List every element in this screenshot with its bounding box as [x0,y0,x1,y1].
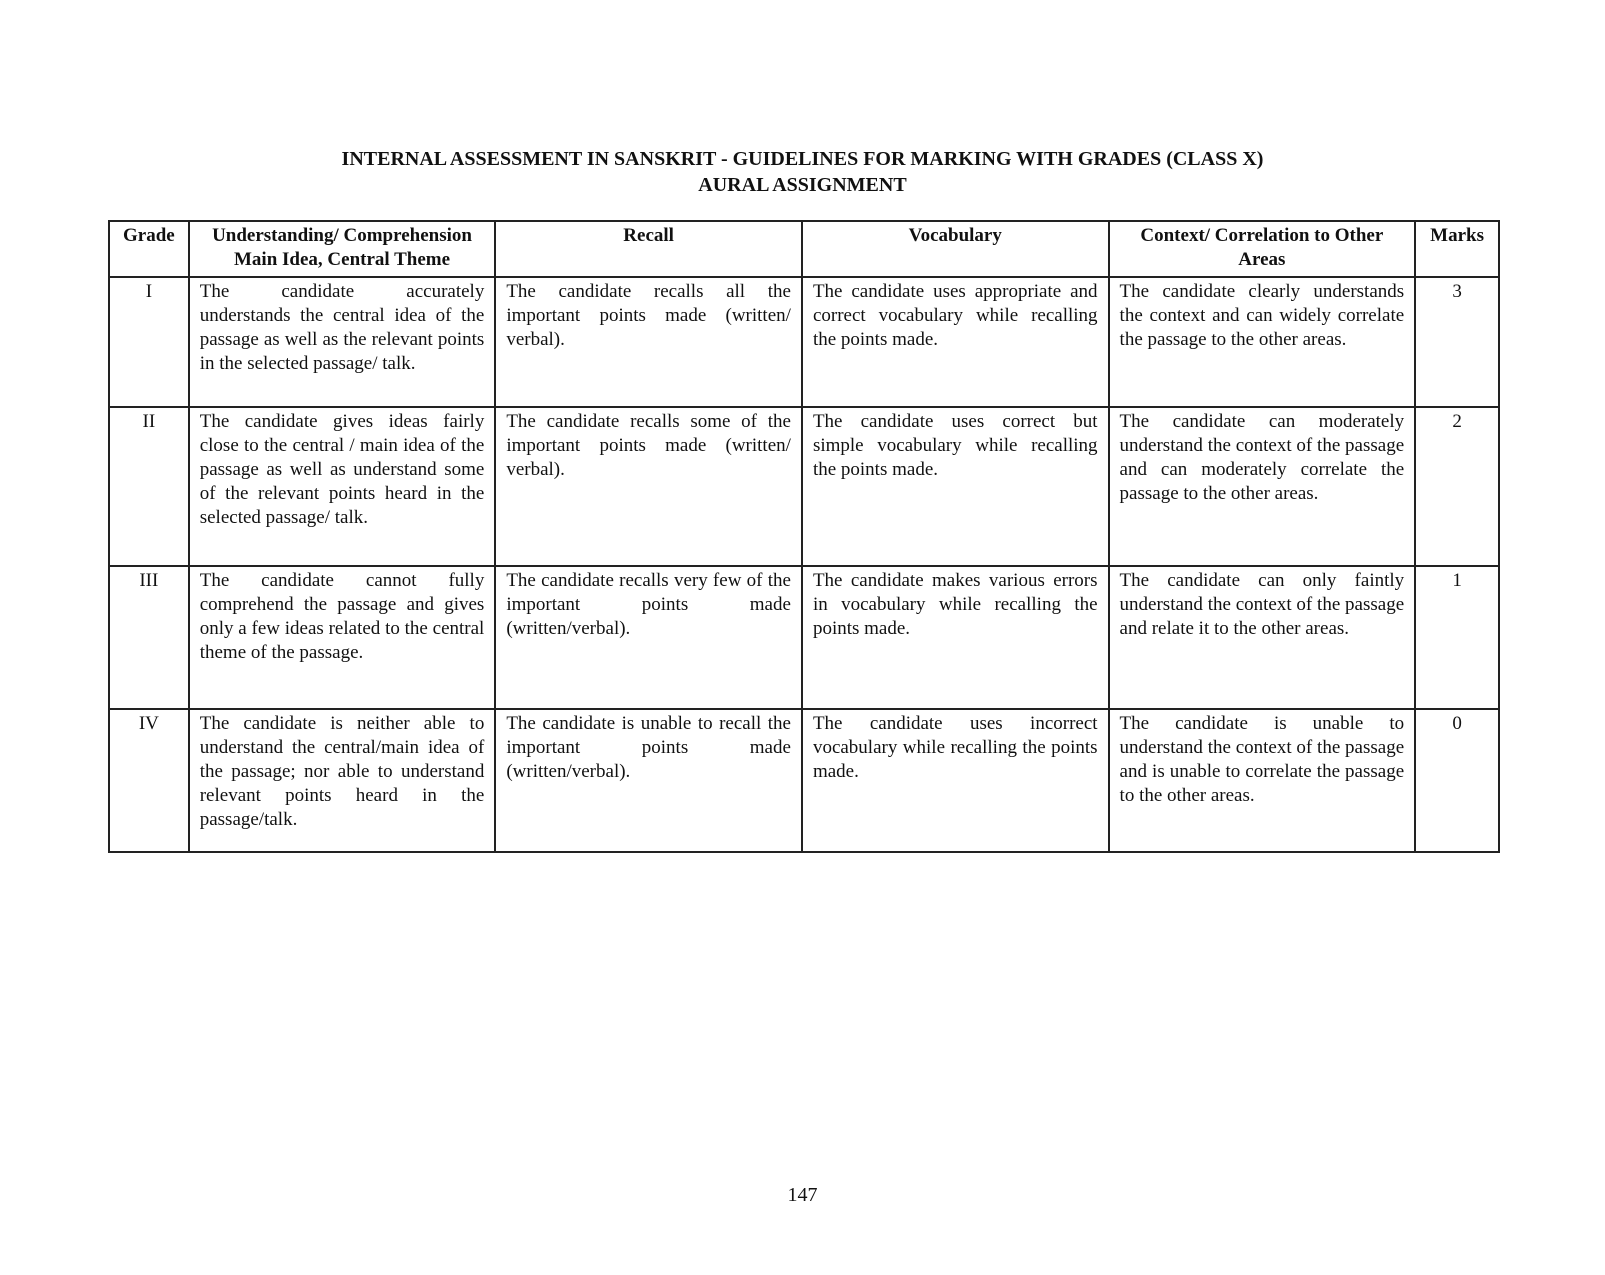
page-title: INTERNAL ASSESSMENT IN SANSKRIT - GUIDELINES FOR MARKING WITH GRADES (CLASS X) [341,148,1264,170]
table-row [109,407,1499,566]
context-cell: The candidate is unable to understand the context of the passage and is unable to correlate the passage to the other areas. [1109,709,1416,852]
header-marks: Marks [1415,221,1499,277]
recall-cell: The candidate recalls some of the important points made (written/ verbal). [495,407,802,566]
header-context: Context/ Correlation to Other Areas [1109,221,1416,277]
context-cell: The candidate can moderately understand the context of the passage and can moderately correlate the passage to the other areas. [1109,407,1416,566]
recall-cell: The candidate is unable to recall the important points made (written/verbal). [495,709,802,852]
header-grade: Grade [109,221,189,277]
grading-table [108,220,1500,853]
marks-cell: 0 [1415,709,1499,852]
vocabulary-cell: The candidate uses incorrect vocabulary while recalling the points made. [802,709,1109,852]
context-cell: The candidate clearly understands the context and can widely correlate the passage to the other areas. [1109,277,1416,407]
table-row [109,566,1499,709]
recall-cell: The candidate recalls very few of the important points made (written/verbal). [495,566,802,709]
marks-cell: 1 [1415,566,1499,709]
grade-cell: IV [109,709,189,852]
grade-cell: II [109,407,189,566]
table-row [109,277,1499,407]
header-vocabulary: Vocabulary [802,221,1109,277]
marks-cell: 3 [1415,277,1499,407]
understanding-cell: The candidate gives ideas fairly close to the central / main idea of the passage as well as understand some of the relevant points heard in the selected passage/ talk. [189,407,496,566]
understanding-cell: The candidate is neither able to understand the central/main idea of the passage; nor able to understand relevant points heard in the passage/talk. [189,709,496,852]
grade-cell: I [109,277,189,407]
vocabulary-cell: The candidate makes various errors in vocabulary while recalling the points made. [802,566,1109,709]
table-row [109,709,1499,852]
recall-cell: The candidate recalls all the important points made (written/ verbal). [495,277,802,407]
understanding-cell: The candidate accurately understands the central idea of the passage as well as the relevant points in the selected passage/ talk. [189,277,496,407]
grade-cell: III [109,566,189,709]
vocabulary-cell: The candidate uses correct but simple vocabulary while recalling the points made. [802,407,1109,566]
understanding-cell: The candidate cannot fully comprehend the passage and gives only a few ideas related to the central theme of the passage. [189,566,496,709]
table-header-row [109,221,1499,277]
page-number: 147 [787,1184,818,1206]
header-understanding: Understanding/ Comprehension Main Idea, Central Theme [189,221,496,277]
header-recall: Recall [495,221,802,277]
vocabulary-cell: The candidate uses appropriate and correct vocabulary while recalling the points made. [802,277,1109,407]
marks-cell: 2 [1415,407,1499,566]
page-subtitle: AURAL ASSIGNMENT [698,174,907,196]
context-cell: The candidate can only faintly understand the context of the passage and relate it to the other areas. [1109,566,1416,709]
document-header [0,146,1605,198]
